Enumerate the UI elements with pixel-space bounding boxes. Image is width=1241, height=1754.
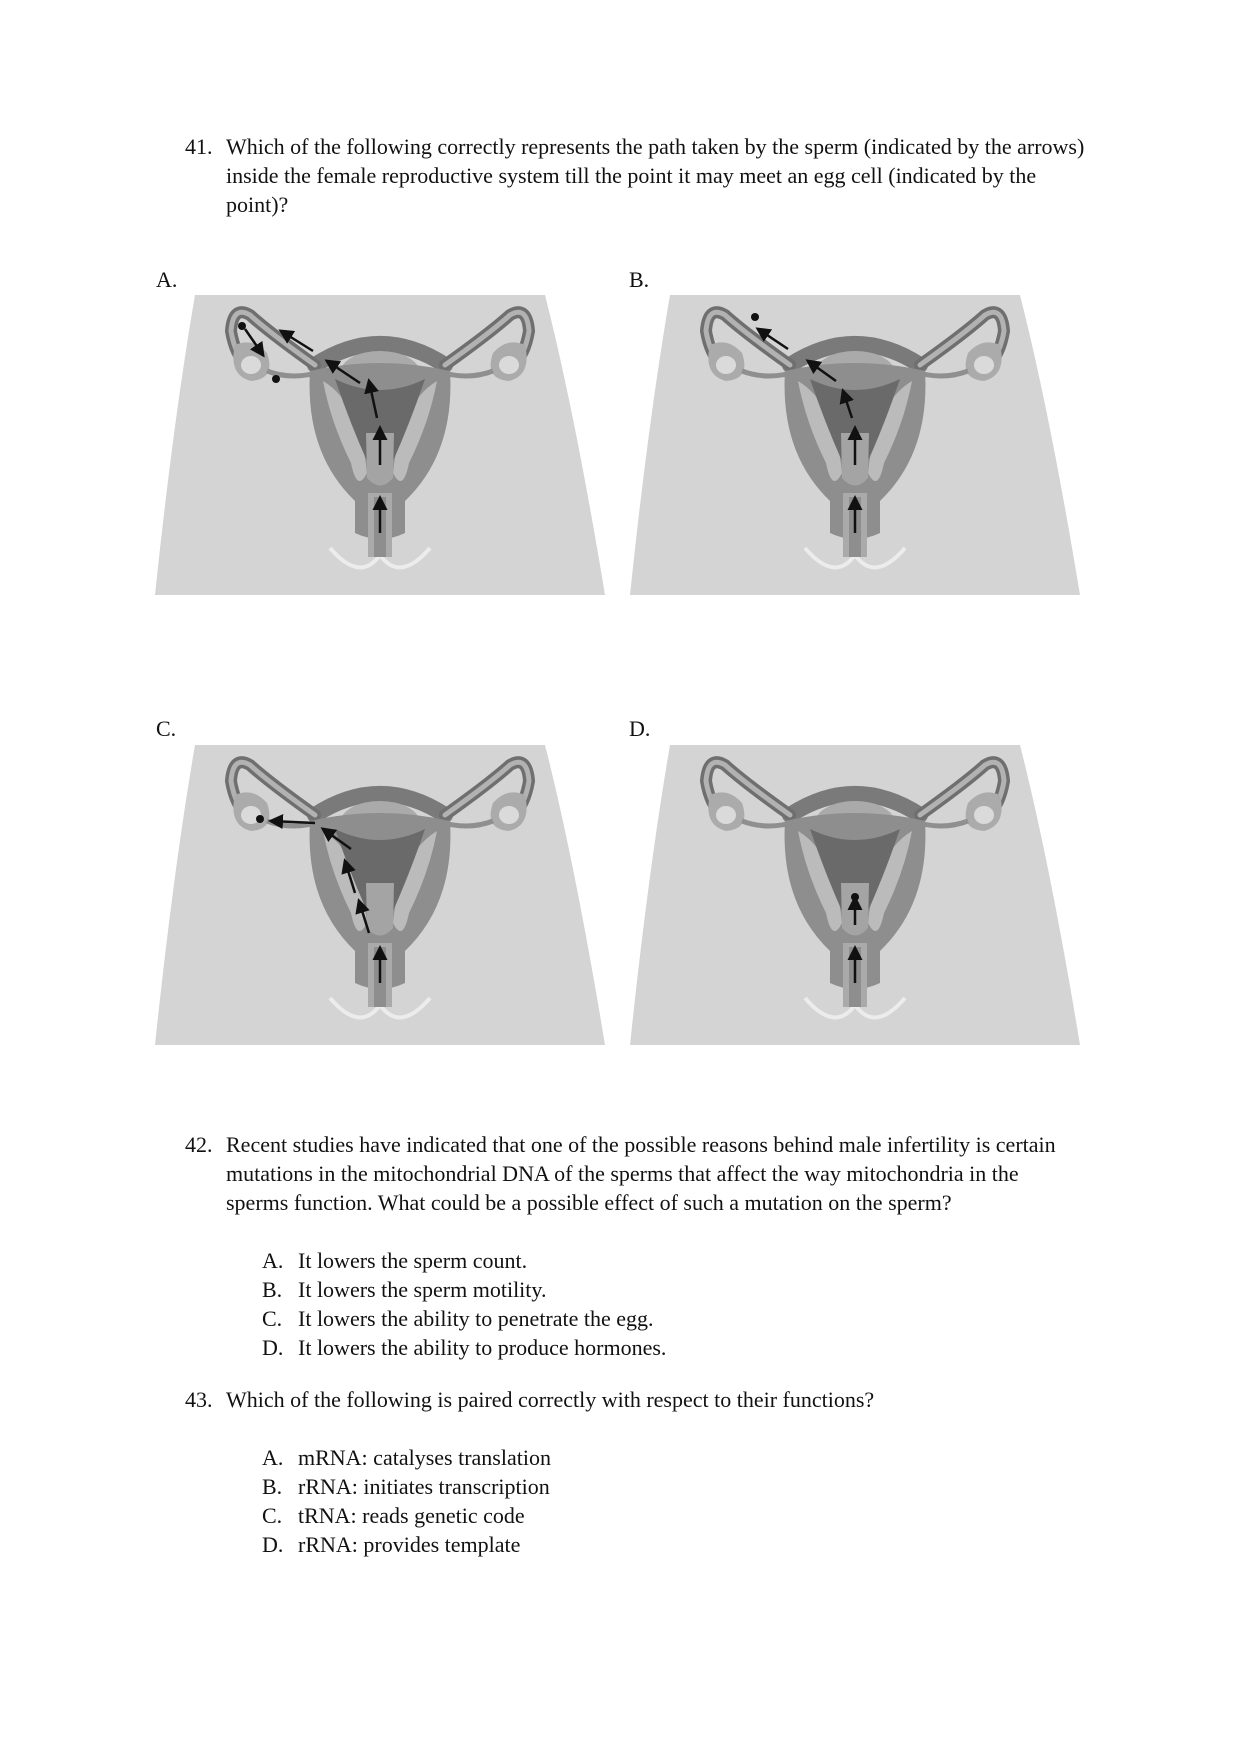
option-letter: A. (262, 1248, 284, 1273)
option-c[interactable] (262, 1304, 666, 1333)
question-42 (185, 1130, 1085, 1217)
question-43 (185, 1385, 1085, 1414)
option-letter: B. (262, 1277, 283, 1302)
q42-options (262, 1246, 666, 1362)
panel-label-d: D. (629, 716, 651, 741)
option-letter: D. (262, 1532, 284, 1557)
diagram-panel-a[interactable] (155, 293, 605, 595)
option-b[interactable] (262, 1275, 666, 1304)
option-d[interactable] (262, 1530, 551, 1559)
option-text: rRNA: initiates transcription (298, 1474, 550, 1499)
option-text: tRNA: reads genetic code (298, 1503, 525, 1528)
diagram-panel-d[interactable] (630, 743, 1080, 1045)
option-b[interactable] (262, 1472, 551, 1501)
question-number: 41. (185, 134, 213, 159)
option-letter: C. (262, 1306, 283, 1331)
question-text: Recent studies have indicated that one of the possible reasons behind male infertility is certain mutations in the mitochondrial DNA of the sperms that affect the way mitochondria in the sperms function. What could be a possible effect of such a mutation on the sperm? (226, 1132, 1056, 1215)
question-number: 42. (185, 1132, 213, 1157)
question-number: 43. (185, 1387, 213, 1412)
egg-point (272, 375, 280, 383)
egg-point (851, 893, 859, 901)
option-a[interactable] (262, 1443, 551, 1472)
panel-label-c: C. (156, 716, 177, 741)
option-text: It lowers the sperm count. (298, 1248, 528, 1273)
question-text: Which of the following is paired correctly with respect to their functions? (226, 1387, 875, 1412)
egg-point (751, 313, 759, 321)
option-d[interactable] (262, 1333, 666, 1362)
option-letter: C. (262, 1503, 283, 1528)
diagram-panel-b[interactable] (630, 293, 1080, 595)
option-c[interactable] (262, 1501, 551, 1530)
panel-label-a: A. (156, 267, 178, 292)
panel-label-b: B. (629, 267, 650, 292)
option-letter: D. (262, 1335, 284, 1360)
egg-point (238, 322, 246, 330)
question-text: Which of the following correctly represents the path taken by the sperm (indicated by the arrows) inside the female reproductive system till the point it may meet an egg cell (indicated by the point)? (226, 134, 1085, 217)
option-text: mRNA: catalyses translation (298, 1445, 551, 1470)
option-a[interactable] (262, 1246, 666, 1275)
option-text: It lowers the ability to penetrate the egg. (298, 1306, 654, 1331)
option-letter: A. (262, 1445, 284, 1470)
option-text: It lowers the sperm motility. (298, 1277, 547, 1302)
question-41 (185, 132, 1085, 219)
option-text: rRNA: provides template (298, 1532, 521, 1557)
q43-options (262, 1443, 551, 1559)
egg-point (256, 815, 264, 823)
diagram-panel-c[interactable] (155, 743, 605, 1045)
option-letter: B. (262, 1474, 283, 1499)
option-text: It lowers the ability to produce hormones. (298, 1335, 667, 1360)
